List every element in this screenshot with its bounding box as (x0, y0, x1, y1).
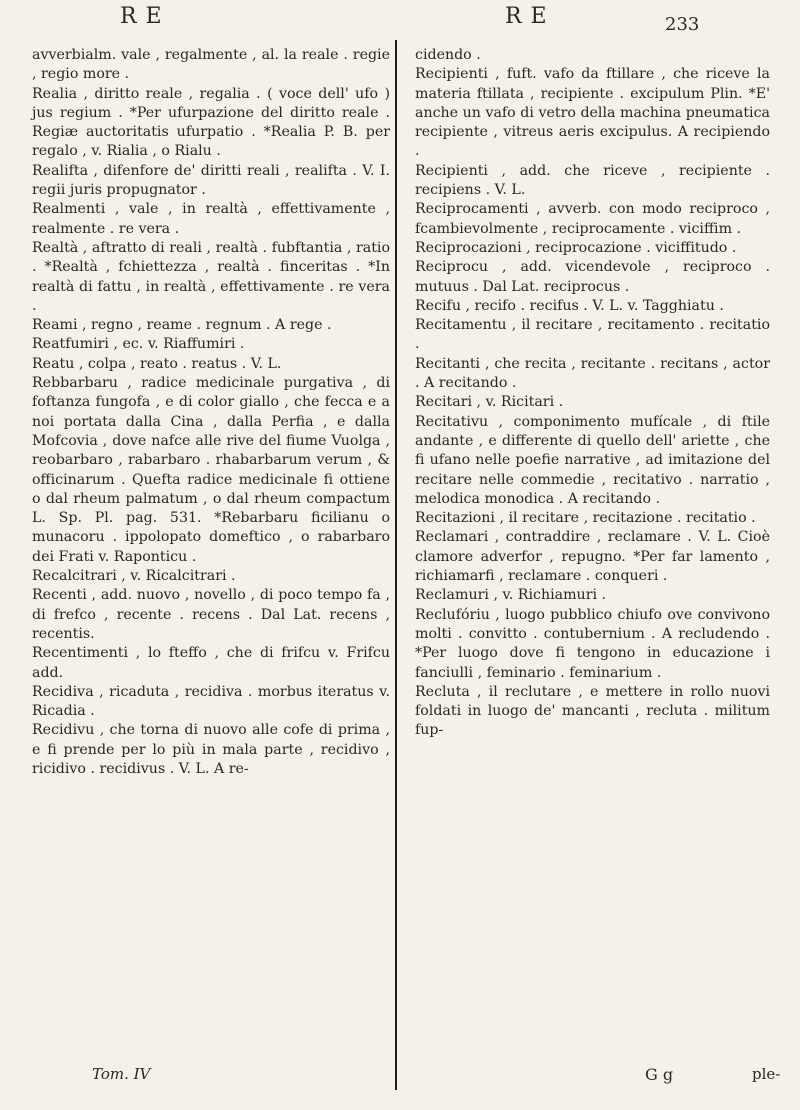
dictionary-entry: Recentimenti , lo fteffo , che di frifcu v. Frifcu add. (32, 645, 390, 681)
dictionary-entry: Realia , diritto reale , regalia . ( voce dell' ufo ) jus regium . *Per ufurpazione del diritto reale . Regiæ auctoritatis ufurpatio . *Realia P. B. per regalo , v. Rialia , o Rialu . (32, 85, 390, 160)
dictionary-entry: Reami , regno , reame . regnum . A rege . (32, 317, 332, 334)
dictionary-entry: Recitazioni , il recitare , recitazione . recitatio . (415, 510, 756, 527)
dictionary-entry: Recalcitrari , v. Ricalcitrari . (32, 568, 236, 585)
dictionary-entry: Recipienti , add. che riceve , recipiente . recipiens . V. L. (415, 162, 770, 199)
dictionary-entry: Reciprocamenti , avverb. con modo reciproco , fcambievolmente , reciprocamente . viciffim . (415, 201, 770, 237)
dictionary-entry: Recitativu , componimento mufícale , di ftile andante , e differente di quello dell' ariette , che fi ufano nelle poefie narrative , ad imitazione del recitare nelle commedie , recitativo . narratio , melodica monodica . A recitando . (415, 413, 770, 507)
dictionary-entry: Recipienti , fuft. vafo da ftillare , che riceve la materia ftillata , recipiente . excipulum Plin. *E' anche un vafo di vetro della machina pneumatica recipiente , vitreus aeris excipulus. A recipiendo . (415, 66, 770, 160)
dictionary-entry: Rebbarbaru , radice medicinale purgativa , di foftanza fungofa , e di color giallo , che fecca e a noi portata dalla Cina , dalla Perfia , e dalla Mofcovia , dove nafce alle rive del fiume Vuolga , reobarbaro , rabarbaro . rhabarbarum verum , & officinarum . Quefta radice medicinale fi ottiene o dal rheum palmatum , o dal rheum compactum L. Sp. Pl. pag. 531. *Rebarbaru ficilianu o munacoru . ippolopato domeftico , o rabarbaro dei Frati v. Raponticu . (32, 375, 390, 565)
column-divider (395, 40, 397, 1090)
dictionary-entry: Realtà , aftratto di reali , realtà . fubftantia , ratio . *Realtà , fchiettezza , realtà . finceritas . *In realtà di fattu , in realtà , effettivamente . re vera . (32, 239, 390, 314)
page-number: 233 (665, 14, 700, 35)
dictionary-entry: Reclamari , contraddire , reclamare . V. L. Cioè clamore adverfor , repugno. *Per far lamento , richiamarfi , reclamare . conqueri . (415, 529, 770, 585)
dictionary-entry: Reciprocu , add. vicendevole , reciproco . mutuus . Dal Lat. reciprocus . (415, 259, 770, 295)
dictionary-entry: Reclamuri , v. Richiamuri . (415, 587, 607, 604)
dictionary-entry: Recidiva , ricaduta , recidiva . morbus iteratus v. Ricadia . (32, 683, 390, 720)
gathering-signature: G g (645, 1065, 674, 1084)
dictionary-entry: Reatu , colpa , reato . reatus . V. L. (32, 355, 282, 372)
dictionary-entry: Reciprocazioni , reciprocazione . viciffitudo . (415, 239, 737, 256)
dictionary-entry: Recitamentu , il recitare , recitamento . recitatio . (415, 317, 770, 353)
dictionary-entry: Reclufóriu , luogo pubblico chiufo ove convivono molti . convitto . contubernium . A recludendo . *Per luogo dove fi tengono in educazione i fanciulli , feminario . feminarium . (415, 606, 770, 681)
dictionary-entry: Realifta , difenfore de' diritti reali , realifta . V. I. regii juris propugnator . (32, 162, 390, 199)
dictionary-entry: Recidivu , che torna di nuovo alle cofe di prima , e fi prende per lo più in mala parte , recidivo , ricidivo . recidivus . V. L. A re- (32, 722, 390, 777)
dictionary-entry: Realmenti , vale , in realtà , effettivamente , realmente . re vera . (32, 201, 390, 237)
left-column (32, 46, 390, 779)
dictionary-entry: cidendo . (415, 47, 481, 63)
dictionary-entry: Reatfumiri , ec. v. Riaffumiri . (32, 336, 245, 353)
dictionary-entry: Recenti , add. nuovo , novello , di poco tempo fa , di frefco , recente . recens . Dal Lat. recens , recentis. (32, 587, 390, 642)
dictionary-entry: Recitanti , che recita , recitante . recitans , actor . A recitando . (415, 355, 770, 392)
dictionary-entry: Recluta , il reclutare , e mettere in rollo nuovi foldati in luogo de' mancanti , recluta . militum fup- (415, 683, 770, 739)
dictionary-entry: Recifu , recifo . recifus . V. L. v. Tagghiatu . (415, 297, 724, 314)
volume-signature: Tom. IV (92, 1065, 151, 1083)
dictionary-entry: avverbialm. vale , regalmente , al. la reale . regie , regio more . (32, 47, 390, 83)
running-head-right: R E (505, 4, 548, 29)
dictionary-entry: Recitari , v. Ricitari . (415, 394, 564, 411)
catchword: ple- (752, 1065, 781, 1083)
right-column (415, 46, 770, 741)
running-head-left: R E (120, 4, 163, 29)
